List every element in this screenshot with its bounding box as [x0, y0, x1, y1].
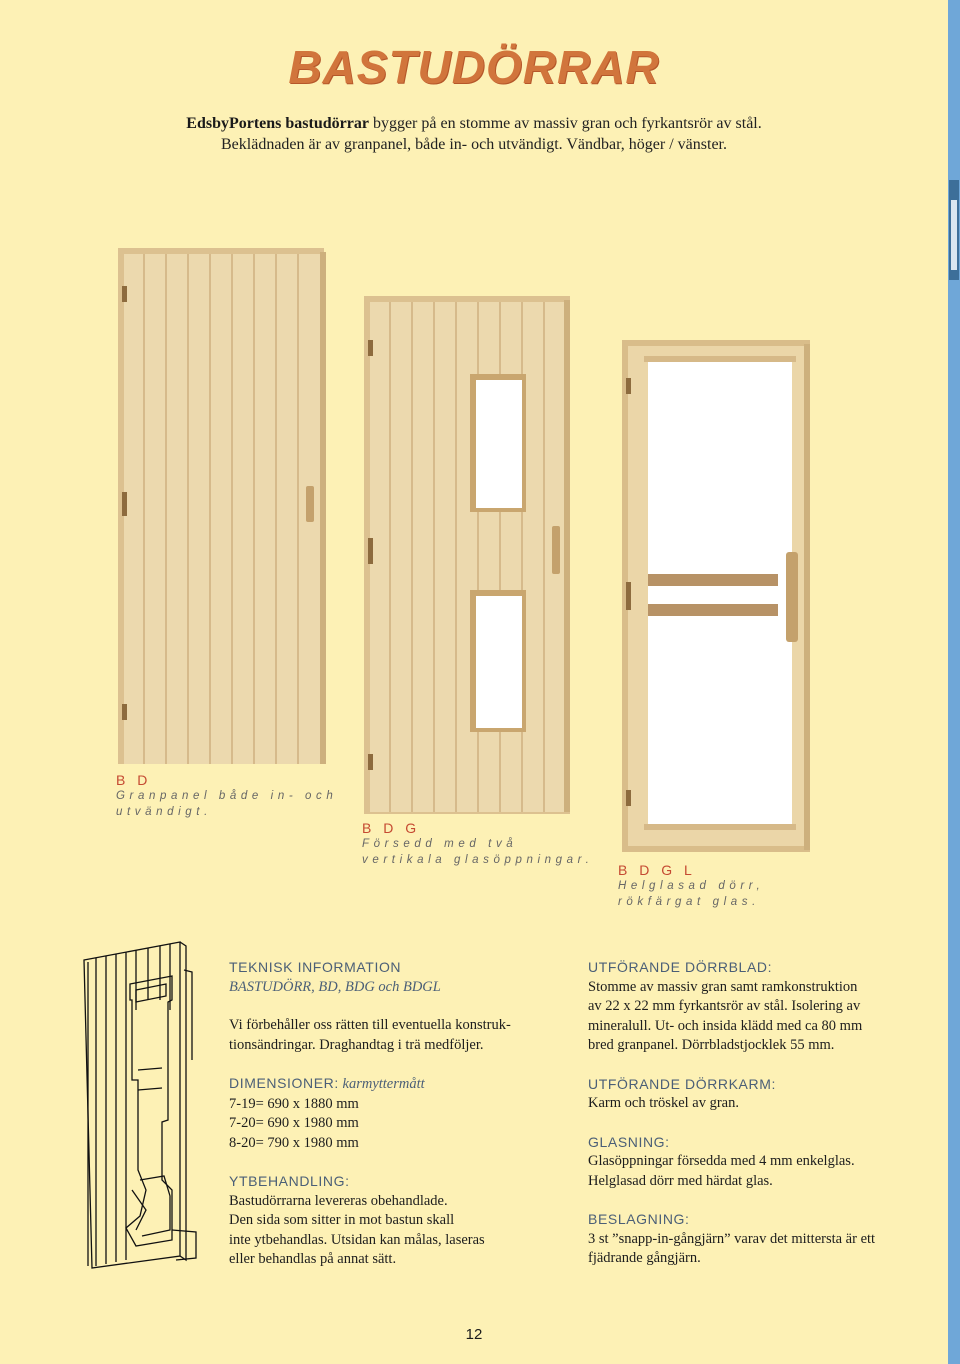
tech-heading: TEKNISK INFORMATION: [229, 959, 402, 975]
frame-block: [588, 1075, 928, 1114]
frame-text: Karm och tröskel av gran.: [588, 1095, 739, 1111]
blade-block: [588, 958, 928, 1056]
frame-heading: UTFÖRANDE DÖRRKARM:: [588, 1075, 776, 1092]
caption-bdg: [362, 820, 593, 868]
glass-heading: GLASNING:: [588, 1133, 670, 1150]
right-edge-strip: [948, 0, 960, 1364]
dimension-line: 7-20= 690 x 1980 mm: [229, 1115, 359, 1131]
door-bd-image: [116, 246, 326, 768]
tech-subheading: BASTUDÖRR, BD, BDG och BDGL: [229, 978, 441, 995]
caption-bd-desc-text: Granpanel både in- och utvändigt.: [116, 790, 338, 818]
left-column: [229, 958, 569, 1289]
tech-info-block: [229, 958, 569, 1055]
dimensions-subheading: karmyttermått: [342, 1076, 425, 1092]
door-construction-drawing: [76, 940, 208, 1270]
page-title: BASTUDÖRRAR: [288, 41, 660, 93]
intro-line-2: Beklädnaden är av granpanel, både in- och utvändigt. Vändbar, höger / vänster.: [221, 136, 727, 153]
door-bdg-image: [362, 294, 572, 816]
caption-bdgl-desc-text: Helglasad dörr, rökfärgat glas.: [618, 880, 765, 908]
caption-bdg-desc-text: Försedd med två vertikala glasöppningar.: [362, 838, 594, 866]
caption-bdg-desc: [362, 836, 593, 868]
caption-bd: [116, 772, 337, 820]
caption-bd-code: B D: [116, 772, 152, 788]
dimensions-block: [229, 1074, 569, 1153]
dimensions-heading: DIMENSIONER:: [229, 1075, 339, 1091]
caption-bd-desc: [116, 788, 337, 820]
surface-text: Bastudörrarna levereras obehandlade. Den sida som sitter in mot bastun skall inte ytbehandlas. Utsidan kan målas, laseras eller behandlas på annat sätt.: [229, 1192, 485, 1267]
glass-text: Glasöppningar försedda med 4 mm enkelglas. Helglasad dörr med härdat glas.: [588, 1153, 855, 1189]
surface-heading: YTBEHANDLING:: [229, 1173, 350, 1189]
caption-bdgl-desc: [618, 878, 764, 910]
glass-block: [588, 1133, 928, 1192]
blade-heading: UTFÖRANDE DÖRRBLAD:: [588, 959, 773, 975]
blade-text: Stomme av massiv gran samt ramkonstruktion av 22 x 22 mm fyrkantsrör av stål. Isolering av mineralull. Ut- och insida klädd med ca 80 mm bred granpanel. Dörrbladstjocklek 55 mm.: [588, 978, 863, 1053]
intro-text: [140, 113, 808, 155]
caption-bdgl-code: B D G L: [618, 862, 696, 878]
page-number: 12: [465, 1326, 483, 1343]
tech-text: Vi förbehåller oss rätten till eventuella konstruk- tionsändringar. Draghandtag i trä medföljer.: [229, 1017, 511, 1053]
hardware-text: 3 st ”snapp-in-gångjärn” varav det mittersta är ett fjädrande gångjärn.: [588, 1230, 876, 1266]
hardware-block: [588, 1210, 928, 1269]
caption-bdgl: [618, 862, 764, 910]
door-bdgl-image: [620, 338, 812, 854]
surface-block: [229, 1172, 569, 1270]
right-column: [588, 958, 928, 1288]
dimension-line: 7-19= 690 x 1880 mm: [229, 1095, 359, 1112]
intro-line-1: bygger på en stomme av massiv gran och fyrkantsrör av stål.: [368, 115, 762, 132]
dimension-line: 8-20= 790 x 1980 mm: [229, 1134, 359, 1151]
hardware-heading: BESLAGNING:: [588, 1211, 690, 1227]
intro-brand: EdsbyPortens bastudörrar: [186, 115, 369, 132]
caption-bdg-code: B D G: [362, 820, 421, 836]
